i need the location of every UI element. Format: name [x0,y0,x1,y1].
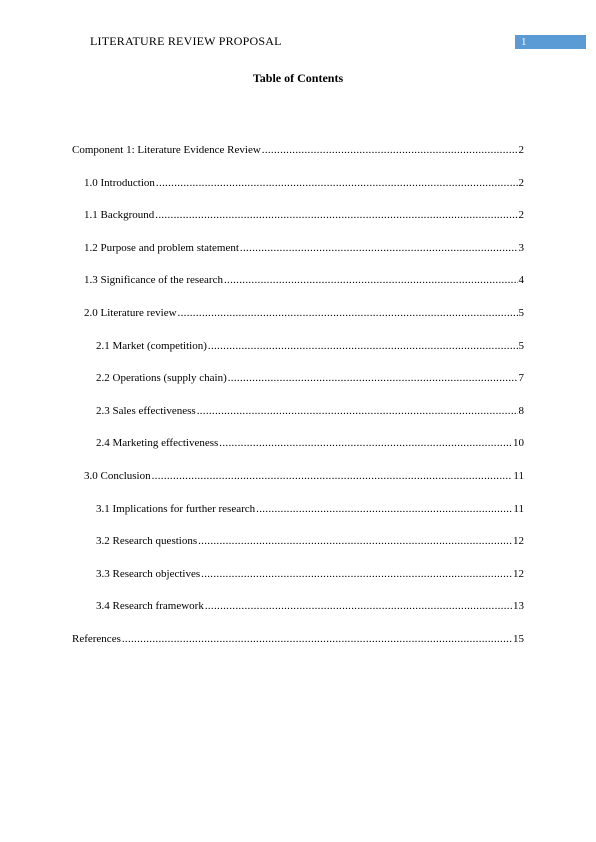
toc-entry[interactable] [72,632,524,646]
toc-entry-page: 5 [518,339,524,352]
toc-leader-dots [156,176,518,190]
toc-heading: Table of Contents [252,71,344,85]
toc-leader-dots [205,599,512,613]
toc-entry[interactable] [96,502,524,516]
toc-entry[interactable] [84,273,524,287]
toc-entry-page: 2 [518,176,524,189]
toc-entry-label: 2.3 Sales effectiveness [96,404,196,417]
toc-entry-label: 3.1 Implications for further research [96,502,256,515]
toc-entry-page: 7 [518,372,524,385]
toc-entry-page: 12 [513,567,524,580]
toc-entry[interactable] [96,436,524,450]
toc-leader-dots [152,469,513,483]
toc-entry[interactable] [96,371,524,385]
toc-entry-page: 11 [513,502,524,515]
toc-leader-dots [228,371,518,385]
toc-entry-label: 3.4 Research framework [96,600,204,613]
toc-leader-dots [178,306,518,320]
toc-entry[interactable] [84,469,524,483]
toc-entry[interactable] [84,176,524,190]
toc-entry[interactable] [84,306,524,320]
toc-entry-label: 3.3 Research objectives [96,567,201,580]
toc-entry-label: 1.0 Introduction [84,176,155,189]
toc-entry-label: 1.1 Background [84,209,155,222]
toc-entry[interactable] [96,599,524,613]
toc-entry-page: 11 [513,470,524,482]
toc-leader-dots [201,567,512,581]
toc-entry[interactable] [96,534,524,548]
toc-entry-label: 1.3 Significance of the research [84,274,223,287]
toc-entry-label: 1.2 Purpose and problem statement [84,241,239,254]
toc-entry[interactable] [96,404,524,418]
toc-entry[interactable] [96,339,524,353]
toc-entry-label: 3.0 Conclusion [84,470,151,482]
toc-entry-label: 2.4 Marketing effectiveness [96,437,219,450]
toc-entry-label: 3.2 Research questions [96,535,198,548]
toc-entry[interactable] [96,567,524,581]
running-title: LITERATURE REVIEW PROPOSAL [90,34,282,48]
toc-leader-dots [155,208,517,222]
toc-leader-dots [224,273,518,287]
toc-leader-dots [240,241,518,255]
toc-leader-dots [219,436,512,450]
toc-entry-page: 3 [518,241,524,254]
toc-entry-page: 13 [513,600,524,613]
toc-entry-page: 4 [518,274,524,287]
toc-leader-dots [122,632,512,646]
toc-leader-dots [262,143,518,157]
toc-entry[interactable] [84,208,524,222]
toc-leader-dots [256,502,512,516]
toc-entry-label: 2.0 Literature review [84,307,177,319]
toc-entry[interactable] [72,143,524,157]
toc-entry-page: 10 [513,437,524,450]
page-number-badge: 1 [515,35,586,49]
toc-entry[interactable] [84,241,524,255]
toc-entry-page: 2 [518,144,524,156]
toc-entry-page: 15 [513,633,524,645]
toc-entry-label: Component 1: Literature Evidence Review [72,144,261,156]
toc-leader-dots [208,339,518,353]
toc-entry-label: 2.1 Market (competition) [96,339,207,352]
toc-leader-dots [198,534,512,548]
toc-entry-page: 12 [513,535,524,548]
toc-leader-dots [197,404,518,418]
toc-entry-page: 5 [518,307,524,319]
toc-entry-label: References [72,633,121,645]
toc-entry-label: 2.2 Operations (supply chain) [96,372,227,385]
toc-entry-page: 2 [518,209,524,222]
toc-entry-page: 8 [518,404,524,417]
